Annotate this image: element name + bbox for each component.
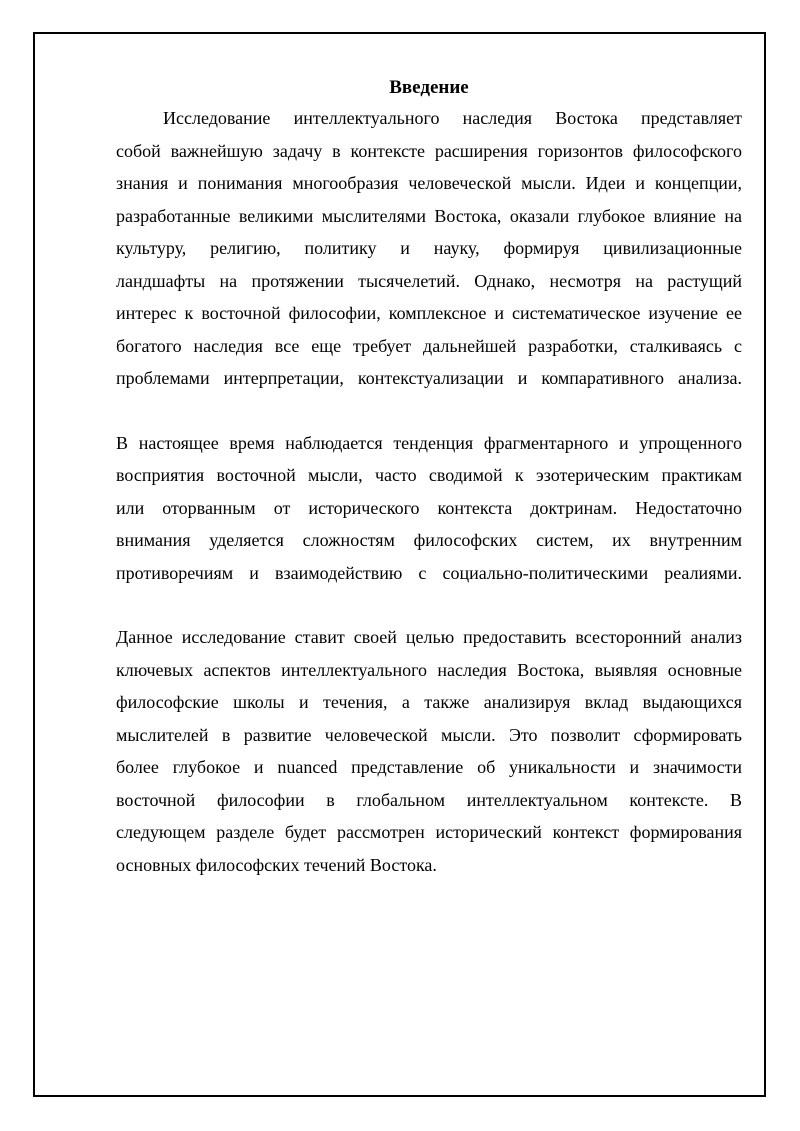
text-line: противоречиям и взаимодействию с социально-политическими реалиями. bbox=[116, 562, 742, 583]
text-line: Данное исследование ставит своей целью предоставить всесторонний анализ bbox=[116, 627, 742, 647]
text-line: культуру, религию, политику и науку, формируя цивилизационные bbox=[116, 238, 742, 258]
text-line: мыслителей в развитие человеческой мысли. Это позволит сформировать bbox=[116, 724, 742, 745]
text-line: философские школы и течения, а также анализируя вклад выдающихся bbox=[116, 692, 742, 712]
paragraph-2 bbox=[116, 427, 742, 590]
text-line: разработанные великими мыслителями Востока, оказали глубокое влияние на bbox=[116, 205, 742, 226]
paragraph-3 bbox=[116, 621, 742, 881]
text-line: собой важнейшую задачу в контексте расширения горизонтов философского bbox=[116, 140, 742, 161]
text-line: восприятия восточной мысли, часто сводимой к эзотерическим практикам bbox=[116, 465, 742, 485]
document-title: Введение bbox=[389, 77, 469, 98]
text-line: восточной философии в глобальном интеллектуальном контексте. В bbox=[116, 789, 742, 810]
text-line: Исследование интеллектуального наследия Востока представляет bbox=[163, 108, 742, 128]
document-body bbox=[116, 74, 742, 881]
text-line: богатого наследия все еще требует дальнейшей разработки, сталкиваясь с bbox=[116, 335, 742, 356]
text-line: или оторванным от исторического контекста доктринам. Недостаточно bbox=[116, 497, 742, 518]
text-line: проблемами интерпретации, контекстуализации и компаративного анализа. bbox=[116, 368, 742, 388]
text-line: интерес к восточной философии, комплексное и систематическое изучение ее bbox=[116, 303, 742, 323]
text-line: следующем разделе будет рассмотрен исторический контекст формирования bbox=[116, 822, 742, 842]
text-line: ландшафты на протяжении тысячелетий. Однако, несмотря на растущий bbox=[116, 270, 742, 291]
paragraph-gap bbox=[116, 395, 742, 427]
text-line: более глубокое и nuanced представление об уникальности и значимости bbox=[116, 757, 742, 777]
text-line: знания и понимания многообразия человеческой мысли. Идеи и концепции, bbox=[116, 173, 742, 193]
text-line: внимания уделяется сложностям философских систем, их внутренним bbox=[116, 530, 742, 550]
text-line: ключевых аспектов интеллектуального наследия Востока, выявляя основные bbox=[116, 659, 742, 680]
text-line: В настоящее время наблюдается тенденция фрагментарного и упрощенного bbox=[116, 432, 742, 453]
paragraph-gap bbox=[116, 589, 742, 621]
text-line: основных философских течений Востока. bbox=[116, 854, 437, 875]
paragraph-1 bbox=[116, 102, 742, 395]
